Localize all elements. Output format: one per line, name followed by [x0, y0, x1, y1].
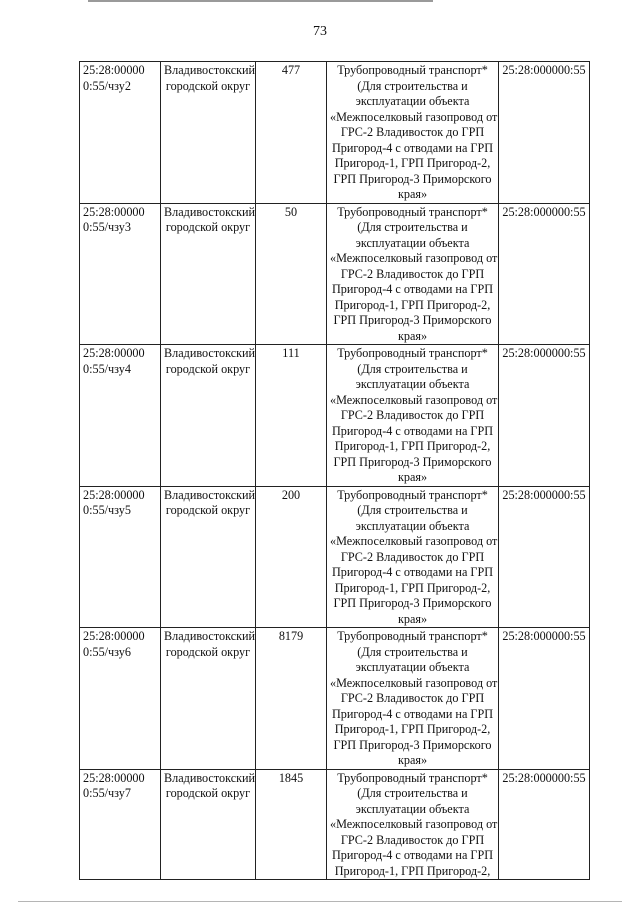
table-row [80, 769, 590, 880]
plot-code-line: 25:28:00000 [83, 63, 145, 77]
purpose-line: ГРС-2 Владивосток до ГРП [340, 408, 485, 422]
purpose-line: Трубопроводный транспорт* [337, 346, 488, 360]
parent-plot-cell: 25:28:000000:55 [499, 203, 590, 345]
parent-plot-cell: 25:28:000000:55 [499, 769, 590, 880]
district-line: городской округ [165, 644, 251, 659]
purpose-line: Пригород-4 с отводами на ГРП [331, 140, 494, 155]
district-cell [161, 486, 256, 628]
purpose-line: края» [397, 187, 428, 201]
parent-plot-cell: 25:28:000000:55 [499, 62, 590, 204]
purpose-line: края» [397, 611, 428, 626]
purpose-cell [327, 628, 499, 770]
page-number: 73 [313, 24, 327, 39]
purpose-line: «Межпоселковый газопровод от [330, 675, 498, 690]
district-cell [161, 345, 256, 487]
purpose-line: ГРС-2 Владивосток до ГРП [340, 266, 485, 281]
table-row [80, 62, 590, 204]
district-line: городской округ [165, 503, 251, 517]
purpose-line: Пригород-1, ГРП Пригород-2, [334, 156, 491, 170]
purpose-line: ГРП Пригород-3 Приморского [333, 454, 492, 469]
district-line: Владивостокский [164, 629, 256, 643]
plot-code-line: 25:28:00000 [83, 770, 145, 785]
plot-code-line: 0:55/чзу6 [83, 644, 131, 659]
area-cell: 111 [256, 345, 327, 487]
land-plots-table [79, 61, 590, 880]
purpose-line: ГРС-2 Владивосток до ГРП [340, 125, 485, 139]
district-line: Владивостокский [164, 204, 256, 219]
plot-code-cell [80, 345, 161, 487]
plot-code-cell [80, 203, 161, 345]
purpose-line: Пригород-1, ГРП Пригород-2, [334, 439, 491, 453]
district-cell [161, 203, 256, 345]
purpose-line: Пригород-4 с отводами на ГРП [331, 423, 494, 438]
purpose-line: края» [397, 753, 428, 767]
purpose-line: эксплуатации объекта [355, 801, 470, 816]
plot-code-line: 0:55/чзу4 [83, 361, 131, 376]
purpose-line: ГРС-2 Владивосток до ГРП [340, 832, 485, 847]
plot-code-line: 25:28:00000 [83, 629, 145, 643]
district-line: Владивостокский [164, 346, 256, 360]
purpose-line: края» [397, 328, 428, 343]
table-row [80, 486, 590, 628]
district-line: городской округ [165, 361, 251, 376]
purpose-line: Пригород-4 с отводами на ГРП [331, 848, 494, 862]
plot-code-line: 25:28:00000 [83, 346, 145, 360]
parent-plot-cell: 25:28:000000:55 [499, 345, 590, 487]
bottom-edge-rule [18, 901, 622, 902]
purpose-line: Трубопроводный транспорт* [337, 204, 488, 219]
purpose-line: (Для строительства и [357, 220, 468, 234]
purpose-cell [327, 203, 499, 345]
purpose-cell [327, 486, 499, 628]
purpose-line: Трубопроводный транспорт* [337, 770, 488, 785]
purpose-line: Трубопроводный транспорт* [337, 487, 488, 502]
plot-code-cell [80, 769, 161, 880]
table-row [80, 203, 590, 345]
purpose-line: Пригород-4 с отводами на ГРП [331, 565, 494, 579]
purpose-line: Пригород-1, ГРП Пригород-2, [334, 722, 491, 736]
purpose-line: «Межпоселковый газопровод от [330, 109, 498, 124]
purpose-line: «Межпоселковый газопровод от [330, 392, 498, 407]
area-cell: 1845 [256, 769, 327, 880]
table-row [80, 628, 590, 770]
purpose-line: ГРП Пригород-3 Приморского [333, 596, 492, 610]
purpose-line: эксплуатации объекта [355, 660, 470, 674]
plot-code-line: 25:28:00000 [83, 487, 145, 502]
district-line: Владивостокский [164, 487, 256, 502]
district-cell [161, 62, 256, 204]
purpose-line: ГРП Пригород-3 Приморского [333, 313, 492, 327]
plot-code-line: 25:28:00000 [83, 204, 145, 219]
area-cell: 200 [256, 486, 327, 628]
purpose-line: Трубопроводный транспорт* [337, 629, 488, 643]
district-line: городской округ [165, 78, 251, 93]
purpose-line: (Для строительства и [357, 644, 468, 659]
purpose-line: ГРП Пригород-3 Приморского [333, 171, 492, 186]
purpose-line: Пригород-1, ГРП Пригород-2, [334, 297, 491, 312]
purpose-line: (Для строительства и [357, 503, 468, 517]
purpose-line: (Для строительства и [357, 786, 468, 800]
plot-code-cell [80, 628, 161, 770]
purpose-line: Пригород-4 с отводами на ГРП [331, 282, 494, 296]
district-cell [161, 769, 256, 880]
purpose-cell [327, 345, 499, 487]
plot-code-line: 0:55/чзу5 [83, 503, 131, 517]
purpose-line: эксплуатации объекта [355, 377, 470, 391]
purpose-line: края» [397, 470, 428, 484]
district-line: городской округ [165, 220, 251, 234]
purpose-cell [327, 62, 499, 204]
purpose-line: (Для строительства и [357, 78, 468, 93]
purpose-line: «Межпоселковый газопровод от [330, 534, 498, 548]
purpose-line: «Межпоселковый газопровод от [330, 251, 498, 265]
district-cell [161, 628, 256, 770]
district-line: Владивостокский [164, 63, 256, 77]
purpose-line: ГРС-2 Владивосток до ГРП [340, 549, 485, 564]
area-cell: 8179 [256, 628, 327, 770]
parent-plot-cell: 25:28:000000:55 [499, 486, 590, 628]
parent-plot-cell: 25:28:000000:55 [499, 628, 590, 770]
top-edge-rule [88, 0, 433, 2]
district-line: городской округ [165, 786, 251, 800]
plot-code-line: 0:55/чзу7 [83, 786, 131, 800]
purpose-line: Пригород-4 с отводами на ГРП [331, 706, 494, 721]
plot-code-line: 0:55/чзу2 [83, 78, 131, 93]
purpose-line: ГРС-2 Владивосток до ГРП [340, 691, 485, 705]
area-cell: 50 [256, 203, 327, 345]
plot-code-cell [80, 486, 161, 628]
area-cell: 477 [256, 62, 327, 204]
plot-code-cell [80, 62, 161, 204]
purpose-line: ГРП Пригород-3 Приморского [333, 737, 492, 752]
purpose-line: «Межпоселковый газопровод от [330, 817, 498, 831]
purpose-line: эксплуатации объекта [355, 518, 470, 533]
purpose-line: Пригород-1, ГРП Пригород-2, [334, 863, 491, 878]
purpose-line: Пригород-1, ГРП Пригород-2, [334, 580, 491, 595]
purpose-line: эксплуатации объекта [355, 235, 470, 250]
purpose-line: Трубопроводный транспорт* [337, 63, 488, 77]
purpose-line: эксплуатации объекта [355, 94, 470, 108]
district-line: Владивостокский [164, 770, 256, 785]
plot-code-line: 0:55/чзу3 [83, 220, 131, 234]
purpose-cell [327, 769, 499, 880]
purpose-line: (Для строительства и [357, 361, 468, 376]
table-row [80, 345, 590, 487]
